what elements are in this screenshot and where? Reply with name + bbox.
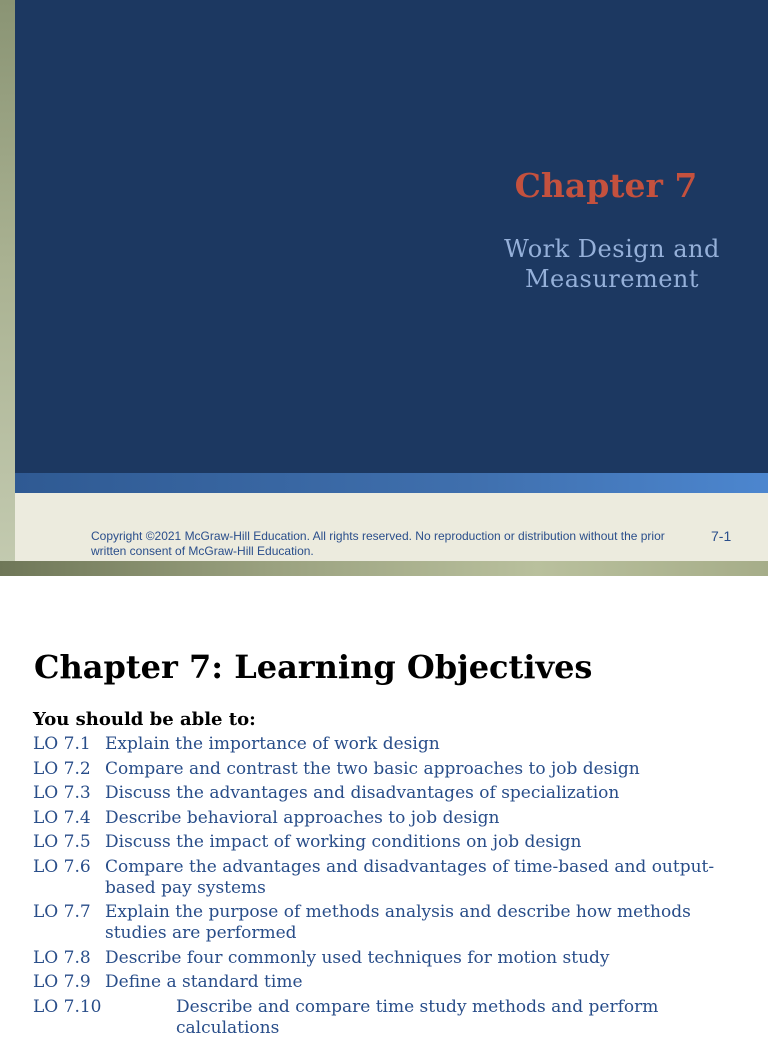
objective-text: Explain the importance of work design [105,734,733,755]
page-title: Chapter 7: Learning Objectives [34,648,592,686]
objective-item [33,832,733,857]
objective-item [33,972,733,997]
objective-code: LO 7.5 [33,832,105,853]
blue-accent-band [15,473,768,493]
copyright-notice [91,529,711,559]
left-accent-bar [0,0,15,576]
objective-item [33,997,733,1042]
objective-code: LO 7.7 [33,902,105,944]
objective-item [33,857,733,903]
subtitle-line-1: Work Design and [464,234,760,264]
copyright-line-2: written consent of McGraw-Hill Education. [91,544,711,559]
learning-objectives-slide [0,576,768,1024]
subtitle-line-2: Measurement [464,264,760,294]
objective-code: LO 7.10 [33,997,176,1039]
objective-text: Define a standard time [105,972,733,993]
objective-item [33,759,733,784]
objective-text: Explain the purpose of methods analysis and describe how methods studies are performed [105,902,733,944]
objective-code: LO 7.3 [33,783,105,804]
objective-code: LO 7.4 [33,808,105,829]
copyright-line-1: Copyright ©2021 McGraw-Hill Education. All rights reserved. No reproduction or distribution without the prior [91,529,711,544]
objective-item [33,734,733,759]
objective-text: Compare and contrast the two basic approaches to job design [105,759,733,780]
chapter-subtitle [464,234,760,294]
chapter-heading: Chapter 7 [456,166,756,205]
objective-item [33,808,733,833]
bottom-accent-bar [0,561,768,576]
page-number: 7-1 [711,528,731,544]
objective-text: Compare the advantages and disadvantages of time-based and output-based pay systems [105,857,733,899]
objective-text: Describe and compare time study methods and perform calculations [176,997,733,1039]
objective-item [33,783,733,808]
objective-code: LO 7.9 [33,972,105,993]
objective-code: LO 7.2 [33,759,105,780]
objective-item [33,902,733,948]
objective-text: Discuss the impact of working conditions on job design [105,832,733,853]
objective-code: LO 7.8 [33,948,105,969]
objective-code: LO 7.6 [33,857,105,899]
objectives-intro: You should be able to: [33,709,256,730]
objective-item [33,948,733,973]
objective-text: Describe behavioral approaches to job design [105,808,733,829]
objectives-list [33,734,733,1042]
objective-text: Discuss the advantages and disadvantages of specialization [105,783,733,804]
objective-code: LO 7.1 [33,734,105,755]
objective-text: Describe four commonly used techniques for motion study [105,948,733,969]
